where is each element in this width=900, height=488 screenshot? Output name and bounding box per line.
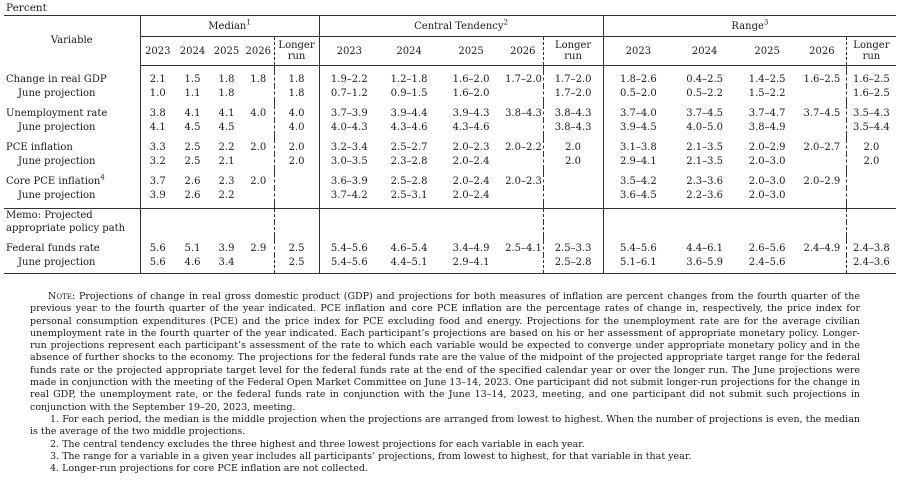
note-text: Projections of change in real gross domestic product (GDP) and projections for both measures of inflation are percent changes from the fourth quarter of the previous year to the fourth quarter of the year indicated. PCE inflation and core PCE inflation are the percentage rates of change in, respectively, the price index for personal consumption expenditures (PCE) and the price index for PCE excluding food and energy. Projections for the unemployment rate are for the average civilian unemployment rate in the fourth quarter of the year indicated. Each participant’s projections are based on his or her assessment of appropriate monetary policy. Longer-run projections represent each participant’s assessment of the rate to which each variable would be expected to converge under appropriate monetary policy and in the absence of further shocks to the economy. The projections for the federal funds rate are the value of the midpoint of the projected appropriate target range for the federal funds rate or the projected appropriate target level for the federal funds rate at the end of the specified calendar year or over the longer run. The June projections were made in conjunction with the meeting of the Federal Open Market Committee on June 13–14, 2023. One participant did not submit longer-run projections for the change in real GDP, the unemployment rate, or the federal funds rate in conjunction with the June 13–14, 2023, meeting, and one participant did not submit such projections in conjunction with the September 19–20, 2023, meeting.	[30, 291, 860, 413]
range-group-header: Range$^3$	[603, 16, 896, 37]
notes-section	[30, 291, 860, 475]
median-cell: 3.8	[140, 106, 175, 120]
range-cell: 2.3–3.6	[686, 175, 724, 187]
range-year-2024: 2024	[673, 37, 736, 66]
range-cell: 1.4–2.5	[748, 73, 786, 85]
footnote-2: 2. The central tendency excludes the three highest and three lowest projections for each variable in each year.	[50, 438, 585, 450]
central-cell	[503, 154, 543, 168]
median-cell: 1.0	[140, 86, 175, 100]
median-cell	[274, 188, 319, 202]
central-cell: 3.8–4.3	[543, 106, 603, 120]
row-label	[4, 188, 140, 202]
row-label-text: June projection	[18, 121, 96, 133]
central-year-2023: 2023	[319, 37, 379, 66]
central-cell: 4.0–4.3	[319, 120, 379, 134]
table-row	[4, 86, 896, 100]
median-cell: 3.3	[140, 140, 175, 154]
central-cell: 3.8–4.3	[505, 107, 542, 119]
central-cell: 1.9–2.2	[319, 72, 379, 86]
central-cell: 2.5–2.8	[543, 255, 603, 274]
range-cell: 2.0–3.0	[748, 175, 786, 187]
range-cell: 3.7–4.5	[686, 107, 724, 119]
median-cell	[243, 255, 274, 274]
median-cell: 2.6	[184, 175, 201, 187]
row-label	[4, 106, 140, 120]
range-cell: 2.0–2.9	[748, 141, 786, 153]
median-cell: 4.5	[218, 121, 235, 133]
range-cell: 2.1–3.5	[686, 141, 724, 153]
central-cell: 4.6–5.4	[390, 242, 428, 254]
row-label-text: June projection	[18, 189, 96, 201]
range-cell: 1.6–2.5	[846, 86, 896, 100]
percent-label: Percent	[6, 2, 47, 14]
longer-run-line-1: Longer	[554, 40, 592, 51]
central-year-2026: 2026	[503, 37, 543, 66]
median-cell: 2.2	[218, 141, 235, 153]
median-cell: 4.0	[274, 120, 319, 134]
central-cell: 3.6–3.9	[319, 174, 379, 188]
central-cell: 5.4–5.6	[319, 241, 379, 255]
central-cell: 2.9–4.1	[439, 255, 503, 274]
range-cell: 3.5–4.2	[603, 174, 673, 188]
range-cell: 3.5–4.3	[846, 106, 896, 120]
range-cell: 1.8–2.6	[603, 72, 673, 86]
central-cell	[503, 255, 543, 274]
longer-run-line-2: run	[862, 51, 881, 62]
row-label-text: PCE inflation	[6, 141, 73, 153]
range-cell: 3.6–4.5	[603, 188, 673, 202]
row-label-footnote-mark: 4	[100, 173, 105, 182]
central-cell: 2.0–2.4	[452, 189, 490, 201]
range-cell	[846, 174, 896, 188]
median-cell	[243, 86, 274, 100]
projections-table	[4, 15, 896, 274]
median-year-2026: 2026	[243, 37, 274, 66]
median-cell: 1.1	[184, 87, 201, 99]
central-year-2024: 2024	[379, 37, 439, 66]
range-cell: 0.4–2.5	[686, 73, 724, 85]
range-cell: 0.5–2.0	[603, 86, 673, 100]
range-cell: 3.9–4.5	[603, 120, 673, 134]
range-cell: 5.4–5.6	[603, 241, 673, 255]
range-cell: 3.6–5.9	[673, 255, 736, 274]
table-row	[4, 188, 896, 202]
range-cell: 3.5–4.4	[846, 120, 896, 134]
range-cell: 2.2–3.6	[686, 189, 724, 201]
range-year-2023: 2023	[603, 37, 673, 66]
range-cell: 2.4–3.8	[846, 241, 896, 255]
central-cell: 3.7–4.2	[319, 188, 379, 202]
central-cell: 3.7–3.9	[319, 106, 379, 120]
range-cell	[846, 188, 896, 202]
median-cell: 1.8	[218, 87, 235, 99]
median-cell: 5.1	[184, 242, 201, 254]
median-cell: 5.6	[140, 255, 175, 274]
median-cell: 4.0	[250, 107, 267, 119]
range-cell: 2.1–3.5	[686, 155, 724, 167]
variable-header: Variable	[4, 16, 140, 66]
central-cell: 2.5–2.8	[390, 175, 428, 187]
median-year-2024: 2024	[175, 37, 210, 66]
range-longer-run-header	[846, 37, 896, 66]
range-year-2025: 2025	[736, 37, 798, 66]
median-cell: 1.8	[274, 72, 319, 86]
table-row	[4, 241, 896, 255]
table-row	[4, 140, 896, 154]
central-cell: 0.9–1.5	[390, 87, 428, 99]
memo-label: appropriate policy path	[6, 223, 126, 234]
row-label-text: Change in real GDP	[6, 73, 107, 85]
footnote-3: 3. The range for a variable in a given year includes all participants’ projections, from lowest to highest, for that variable in that year.	[50, 450, 692, 462]
central-cell: 2.5–4.1	[505, 242, 542, 254]
table-row	[4, 120, 896, 134]
longer-run-line-1: Longer	[853, 40, 890, 51]
median-cell: 2.5	[274, 255, 319, 274]
row-label	[4, 241, 140, 255]
median-cell	[243, 188, 274, 202]
range-cell: 2.9–4.1	[603, 154, 673, 168]
range-cell: 4.0–5.0	[686, 121, 724, 133]
range-cell: 3.7–4.7	[748, 107, 786, 119]
median-cell: 4.1	[140, 120, 175, 134]
memo-label: Memo: Projected	[4, 209, 140, 223]
central-cell: 1.7–2.0	[543, 86, 603, 100]
range-cell: 2.0–2.7	[803, 141, 841, 153]
central-cell: 2.0–2.4	[452, 155, 490, 167]
footnote-1: 1. For each period, the median is the middle projection when the projections are arranged from lowest to highest. When the number of projections is even, the median is the average of the two middle projections.	[30, 413, 860, 438]
median-cell: 4.1	[218, 107, 235, 119]
central-cell: 3.8–4.3	[543, 120, 603, 134]
central-cell: 1.2–1.8	[390, 73, 428, 85]
note-label: Note:	[48, 291, 76, 302]
longer-run-line-2: run	[564, 51, 582, 62]
central-cell: 4.3–4.6	[452, 121, 490, 133]
median-group-header: Median$^1$	[140, 16, 319, 37]
central-cell: 2.5–3.1	[390, 189, 428, 201]
central-cell: 2.0–2.3	[505, 175, 542, 187]
median-cell: 3.4	[210, 255, 243, 274]
row-label	[4, 154, 140, 168]
median-cell: 4.5	[184, 121, 201, 133]
median-cell: 1.8	[250, 73, 267, 85]
median-cell: 2.9	[250, 242, 267, 254]
median-cell: 1.8	[218, 73, 235, 85]
table-row	[4, 255, 896, 274]
median-cell: 2.0	[274, 140, 319, 154]
central-year-2025: 2025	[439, 37, 503, 66]
median-cell: 2.6	[184, 189, 201, 201]
median-cell: 4.6	[175, 255, 210, 274]
range-cell: 2.0–2.9	[803, 175, 841, 187]
row-label	[4, 174, 140, 188]
median-cell: 3.2	[140, 154, 175, 168]
row-label-text: Federal funds rate	[6, 242, 100, 254]
central-cell: 2.0	[543, 140, 603, 154]
longer-run-line-1: Longer	[278, 40, 315, 51]
central-cell	[503, 120, 543, 134]
row-label-text: Core PCE inflation	[6, 175, 101, 187]
median-cell: 2.2	[218, 189, 235, 201]
central-cell: 2.5–2.7	[390, 141, 428, 153]
central-cell: 2.3–2.8	[390, 155, 428, 167]
range-cell: 2.4–3.6	[846, 255, 896, 274]
median-cell: 3.7	[140, 174, 175, 188]
row-label-text: Unemployment rate	[6, 107, 108, 119]
central-cell	[543, 174, 603, 188]
central-cell: 2.0–2.3	[452, 141, 490, 153]
range-cell	[798, 120, 846, 134]
central-cell: 2.0	[543, 154, 603, 168]
central-cell: 5.4–5.6	[319, 255, 379, 274]
central-cell: 1.7–2.0	[543, 72, 603, 86]
median-cell	[243, 154, 274, 168]
row-label	[4, 255, 140, 274]
central-cell: 1.6–2.0	[452, 87, 490, 99]
range-cell: 2.4–5.6	[736, 255, 798, 274]
row-label	[4, 120, 140, 134]
range-cell	[798, 188, 846, 202]
range-cell: 2.0–3.0	[748, 189, 786, 201]
median-cell: 3.9	[218, 242, 235, 254]
table-row	[4, 154, 896, 168]
longer-run-line-2: run	[287, 51, 306, 62]
central-cell: 3.0–3.5	[319, 154, 379, 168]
central-cell	[503, 188, 543, 202]
median-longer-run-header	[274, 37, 319, 66]
median-cell: 5.6	[140, 241, 175, 255]
central-cell: 2.5–3.3	[543, 241, 603, 255]
central-cell: 2.0–2.2	[505, 141, 542, 153]
median-cell: 2.0	[274, 154, 319, 168]
central-cell: 3.9–4.3	[452, 107, 490, 119]
median-cell: 2.0	[250, 175, 267, 187]
note-paragraph	[30, 291, 860, 414]
range-cell: 5.1–6.1	[603, 255, 673, 274]
central-tendency-group-header: Central Tendency$^2$	[319, 16, 603, 37]
central-longer-run-header	[543, 37, 603, 66]
row-label-text: June projection	[18, 256, 96, 268]
central-cell: 3.4–4.9	[452, 242, 490, 254]
central-cell: 4.3–4.6	[390, 121, 428, 133]
median-cell	[274, 174, 319, 188]
range-cell: 1.6–2.5	[846, 72, 896, 86]
footnote-4: 4. Longer-run projections for core PCE inflation are not collected.	[50, 463, 368, 475]
median-year-2023: 2023	[140, 37, 175, 66]
range-cell: 2.0–3.0	[748, 155, 786, 167]
median-cell	[243, 120, 274, 134]
median-cell: 2.1	[218, 155, 235, 167]
median-cell: 1.5	[184, 73, 201, 85]
median-cell: 2.5	[184, 141, 201, 153]
range-cell: 0.5–2.2	[686, 87, 724, 99]
table-row	[4, 174, 896, 188]
central-cell: 1.7–2.0	[505, 73, 542, 85]
central-cell: 4.4–5.1	[379, 255, 439, 274]
central-cell	[543, 188, 603, 202]
central-cell: 3.2–3.4	[319, 140, 379, 154]
row-label	[4, 140, 140, 154]
range-year-2026: 2026	[798, 37, 846, 66]
median-cell: 3.9	[140, 188, 175, 202]
median-cell: 2.5	[274, 241, 319, 255]
memo-row	[4, 209, 896, 223]
range-cell: 2.4–4.9	[803, 242, 841, 254]
median-cell: 2.5	[184, 155, 201, 167]
row-label-text: June projection	[18, 155, 96, 167]
median-cell: 1.8	[274, 86, 319, 100]
row-label-text: June projection	[18, 87, 96, 99]
table-row	[4, 106, 896, 120]
range-cell	[798, 255, 846, 274]
median-cell: 2.1	[140, 72, 175, 86]
memo-row	[4, 222, 896, 235]
range-cell	[798, 86, 846, 100]
range-cell: 3.8–4.9	[748, 121, 786, 133]
median-cell: 2.0	[250, 141, 267, 153]
range-cell: 2.0	[846, 154, 896, 168]
central-cell	[503, 86, 543, 100]
range-cell: 2.0	[846, 140, 896, 154]
central-cell: 3.9–4.4	[390, 107, 428, 119]
median-cell: 2.3	[218, 175, 235, 187]
range-cell: 1.5–2.2	[748, 87, 786, 99]
range-cell: 1.6–2.5	[803, 73, 841, 85]
median-year-2025: 2025	[210, 37, 243, 66]
table-row	[4, 72, 896, 86]
range-cell: 3.1–3.8	[603, 140, 673, 154]
row-label	[4, 86, 140, 100]
range-cell: 3.7–4.5	[803, 107, 841, 119]
range-cell: 4.4–6.1	[686, 242, 724, 254]
median-cell: 4.1	[184, 107, 201, 119]
range-cell: 3.7–4.0	[603, 106, 673, 120]
range-cell: 2.6–5.6	[748, 242, 786, 254]
row-label	[4, 72, 140, 86]
median-cell: 4.0	[274, 106, 319, 120]
central-cell: 0.7–1.2	[319, 86, 379, 100]
central-cell: 2.0–2.4	[452, 175, 490, 187]
range-cell	[798, 154, 846, 168]
central-cell: 1.6–2.0	[452, 73, 490, 85]
